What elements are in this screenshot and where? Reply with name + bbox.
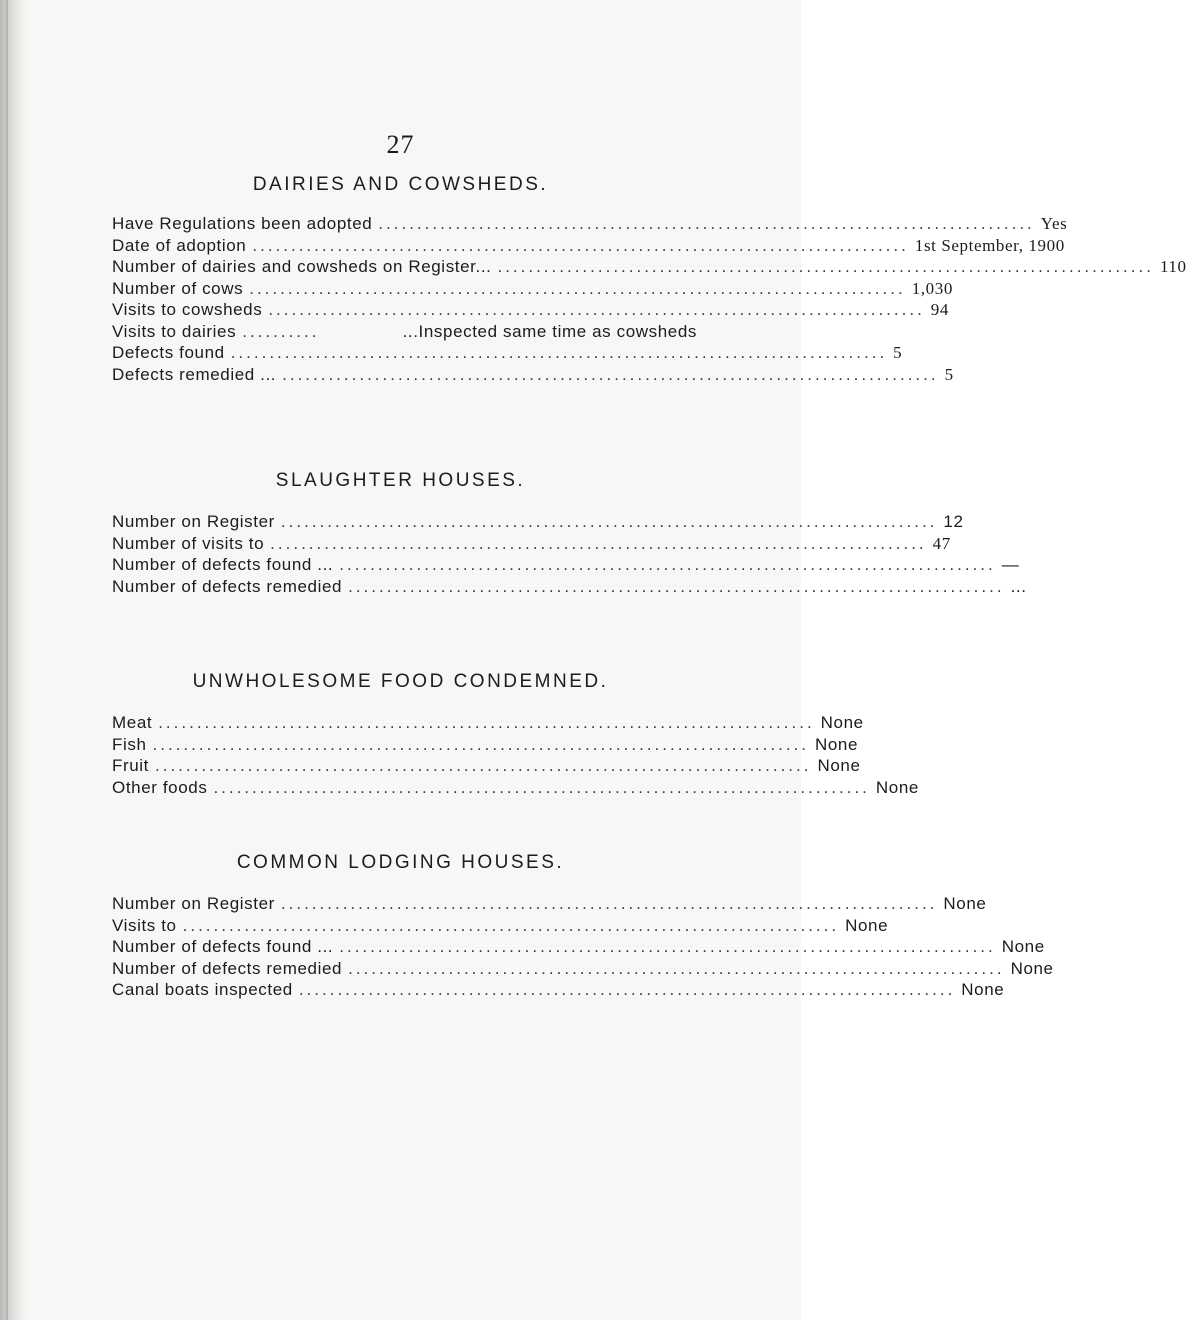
row-value: 5 [893,343,903,362]
dot-leader: ..................................................................................... [158,713,815,732]
dot-leader: ..................................................................................... [339,555,996,574]
table-row [112,576,1027,599]
dot-leader: ..................................................................................... [280,512,938,531]
table-row [112,894,987,916]
section-food [112,713,919,799]
dot-leader: ..................................................................................... [339,937,996,956]
dot-leader: ..................................................................................... [298,980,956,999]
dot-leader: ..................................................................................... [230,343,888,362]
row-value: 1,030 [911,278,953,298]
row-value: None [820,713,864,732]
row-value: — [1001,555,1020,574]
row-label: Visits to cowsheds [112,300,263,319]
row-label: Defects remedied ... [112,364,277,384]
row-value: 110 [1159,257,1187,276]
dot-leader: ..................................................................................... [282,364,939,384]
dot-leader: ..................................................................................... [268,300,925,319]
section-dairies [112,214,1187,386]
row-label: Other foods [112,777,208,797]
table-row [112,364,954,387]
table-row [112,777,919,800]
dot-leader: ..................................................................................... [182,915,840,935]
table-row [112,322,697,344]
table-row [112,756,861,778]
table-row [112,278,953,301]
table-row [112,555,1020,577]
table-row [112,734,859,757]
table-row [112,257,1187,279]
table-row [112,915,889,938]
dot-leader: ..................................................................................... [270,533,927,553]
section-title-dairies: DAIRIES AND COWSHEDS. [252,174,549,195]
row-label: Canal boats inspected [112,980,293,999]
section-lodging [112,894,1054,1002]
dot-leader: ..................................................................................... [152,734,809,754]
row-value: ...Inspected same time as cowsheds [402,321,697,341]
table-row [112,512,964,534]
row-value: 12 [943,512,964,531]
table-row [112,533,951,556]
table-row [112,300,949,322]
page-binding-line [6,0,8,1320]
row-value: None [845,915,889,935]
table-row [112,214,1068,236]
row-label: Number on Register [112,512,275,531]
row-label: Number of dairies and cowsheds on Register... [112,257,492,276]
row-label: Number of visits to [112,533,265,553]
page-number: 27 [386,130,415,159]
row-value: 5 [944,364,954,384]
page-binding-shadow [0,0,28,1320]
row-value: ... [1010,576,1027,596]
section-title-slaughter: SLAUGHTER HOUSES. [275,470,526,491]
row-value: None [1010,958,1054,978]
dot-leader: ..................................................................................... [213,777,870,797]
row-label: Visits to [112,915,177,935]
table-row [112,958,1054,981]
row-value: None [875,777,919,797]
dot-leader: ..................................................................................... [378,214,1035,233]
dot-leader: ..................................................................................... [155,756,812,775]
row-value: 1st September, 1900 [914,235,1065,255]
row-value: Yes [1040,214,1068,233]
dot-leader: ..................................................................................... [249,278,906,298]
row-value: None [815,734,859,754]
row-label: Number of defects found ... [112,937,334,956]
row-label: Have Regulations been adopted [112,214,373,233]
row-label: Number on Register [112,894,275,913]
table-row [112,343,903,365]
section-title-food: UNWHOLESOME FOOD CONDEMNED. [192,671,609,692]
dot-leader: .......... [242,321,320,341]
table-row [112,937,1045,959]
row-label: Number of cows [112,278,244,298]
row-label: Meat [112,713,153,732]
row-value: 94 [930,300,949,319]
dot-leader: ..................................................................................... [348,958,1005,978]
row-value: None [943,894,987,913]
row-label: Number of defects found ... [112,555,334,574]
dot-leader: ..................................................................................... [252,235,909,255]
row-value: 47 [932,533,951,553]
dot-leader: ..................................................................................... [348,576,1005,596]
row-label: Fruit [112,756,149,775]
table-row [112,235,1065,258]
dot-leader: ..................................................................................... [280,894,938,913]
row-value: None [1001,937,1045,956]
table-row [112,713,864,735]
row-value: None [817,756,861,775]
dot-leader: ..................................................................................... [497,257,1154,276]
section-title-lodging: COMMON LODGING HOUSES. [236,852,565,873]
row-label: Visits to dairies [112,321,237,341]
table-row [112,980,1005,1002]
row-label: Defects found [112,343,225,362]
row-label: Number of defects remedied [112,576,343,596]
section-slaughter [112,512,1027,598]
row-label: Fish [112,734,147,754]
row-label: Number of defects remedied [112,958,343,978]
row-value: None [961,980,1005,999]
row-label: Date of adoption [112,235,247,255]
